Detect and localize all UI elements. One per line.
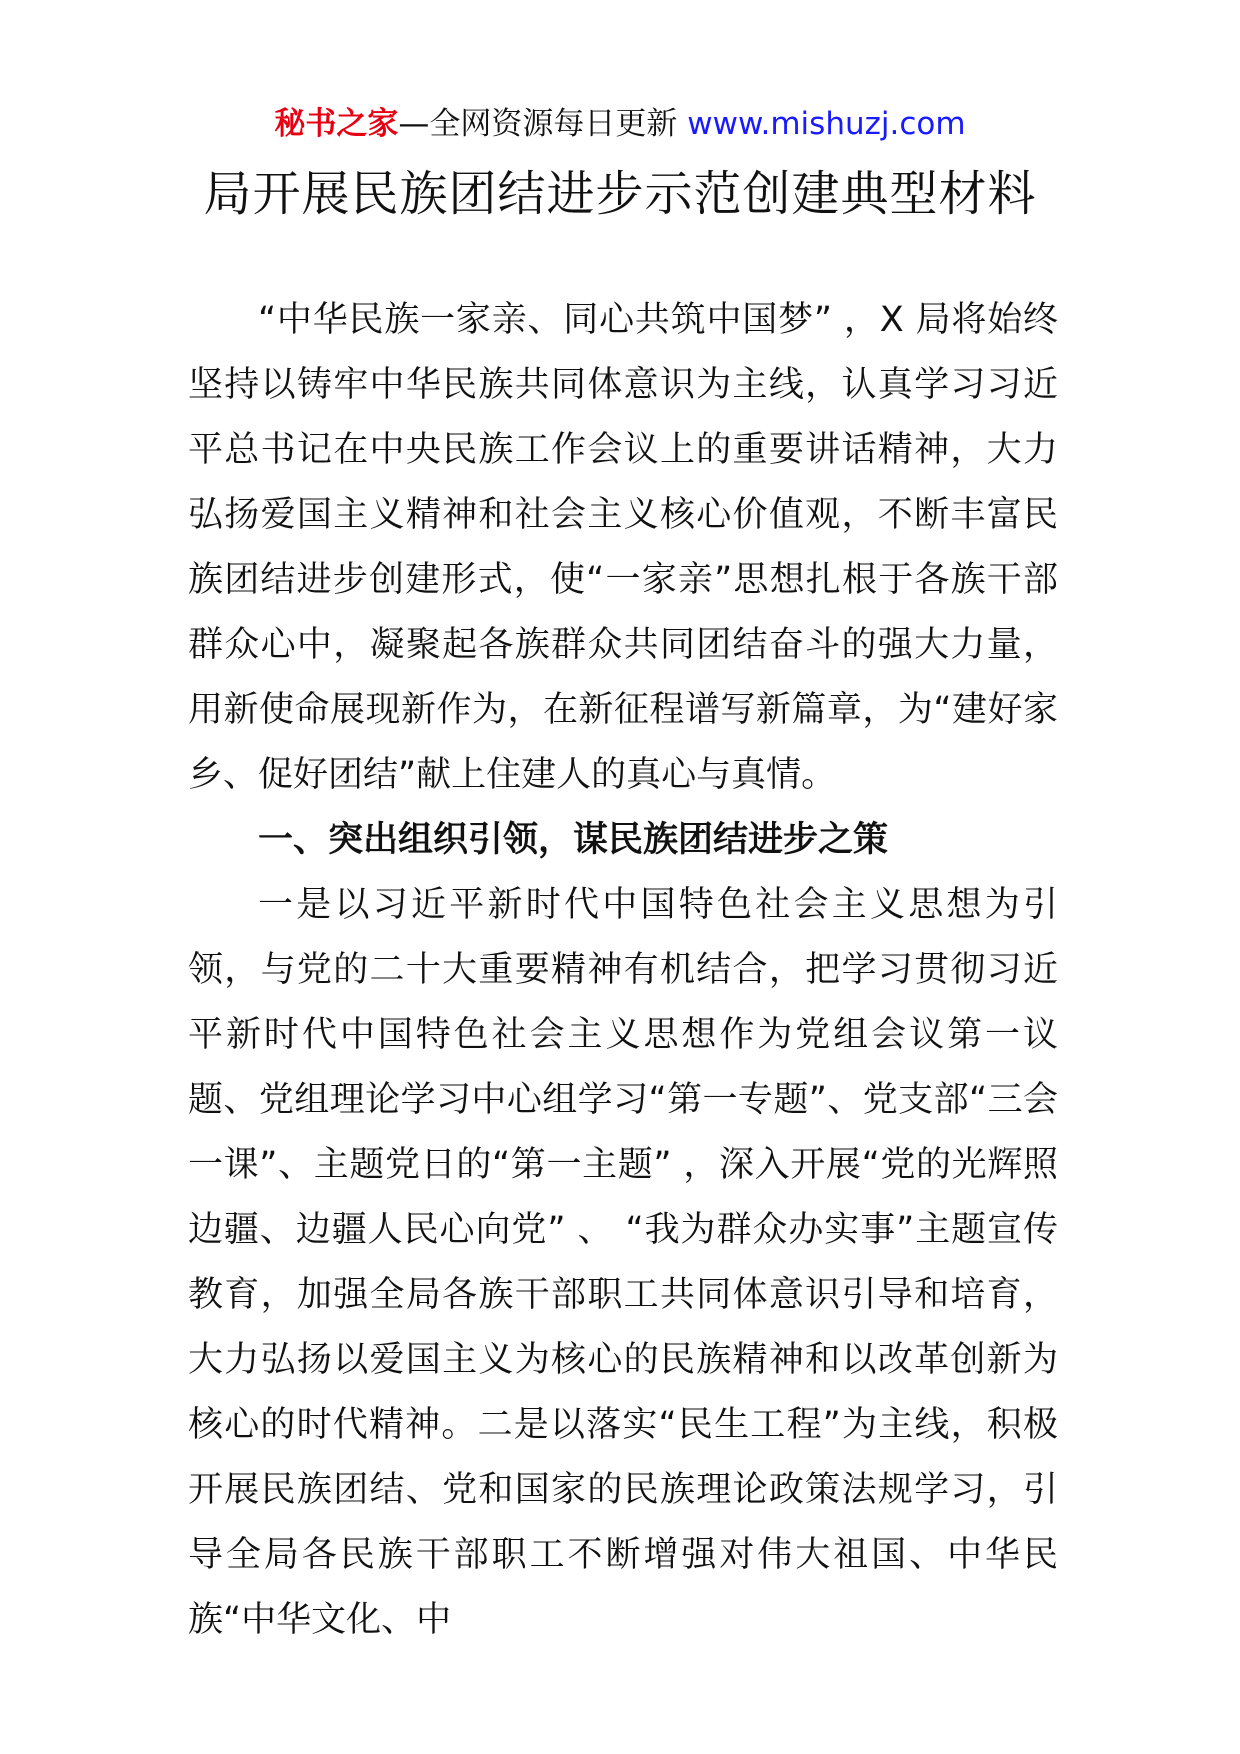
intro-paragraph: “中华民族一家亲、同心共筑中国梦” ，X 局将始终坚持以铸牢中华民族共同体意识为主线，认真学习习近平总书记在中央民族工作会议上的重要讲话精神，大力弘扬爱国主义精神和社会主义核心价值观，不断丰富民族团结进步创建形式，使“一家亲”思想扎根于各族干部群众心中，凝聚起各族群众共同团结奋斗的强大力量，用新使命展现新作为，在新征程谱写新篇章，为“建好家乡、促好团结”献上住建人的真心与真情。: [188, 300, 1058, 795]
brand-name[interactable]: 秘书之家: [274, 106, 399, 142]
document-body: [188, 288, 1058, 1653]
header-tagline: —全网资源每日更新: [398, 106, 678, 142]
site-url-link[interactable]: www.mishuzj.com: [687, 106, 966, 142]
site-header: [0, 102, 1240, 146]
section-heading: 一、突出组织引领，谋民族团结进步之策: [258, 820, 889, 860]
document-title: 局开展民族团结进步示范创建典型材料: [203, 166, 1037, 222]
body-paragraph: 一是以习近平新时代中国特色社会主义思想为引领，与党的二十大重要精神有机结合，把学习贯彻习近平新时代中国特色社会主义思想作为党组会议第一议题、党组理论学习中心组学习“第一专题”、党支部“三会一课”、主题党日的“第一主题” ，深入开展“党的光辉照边疆、边疆人民心向党” 、 “我为群众办实事”主题宣传教育，加强全局各族干部职工共同体意识引导和培育，大力弘扬以爱国主义为核心的民族精神和以改革创新为核心的时代精神。二是以落实“民生工程”为主线，积极开展民族团结、党和国家的民族理论政策法规学习，引导全局各民族干部职工不断增强对伟大祖国、中华民族“中华文化、中: [188, 885, 1058, 1640]
